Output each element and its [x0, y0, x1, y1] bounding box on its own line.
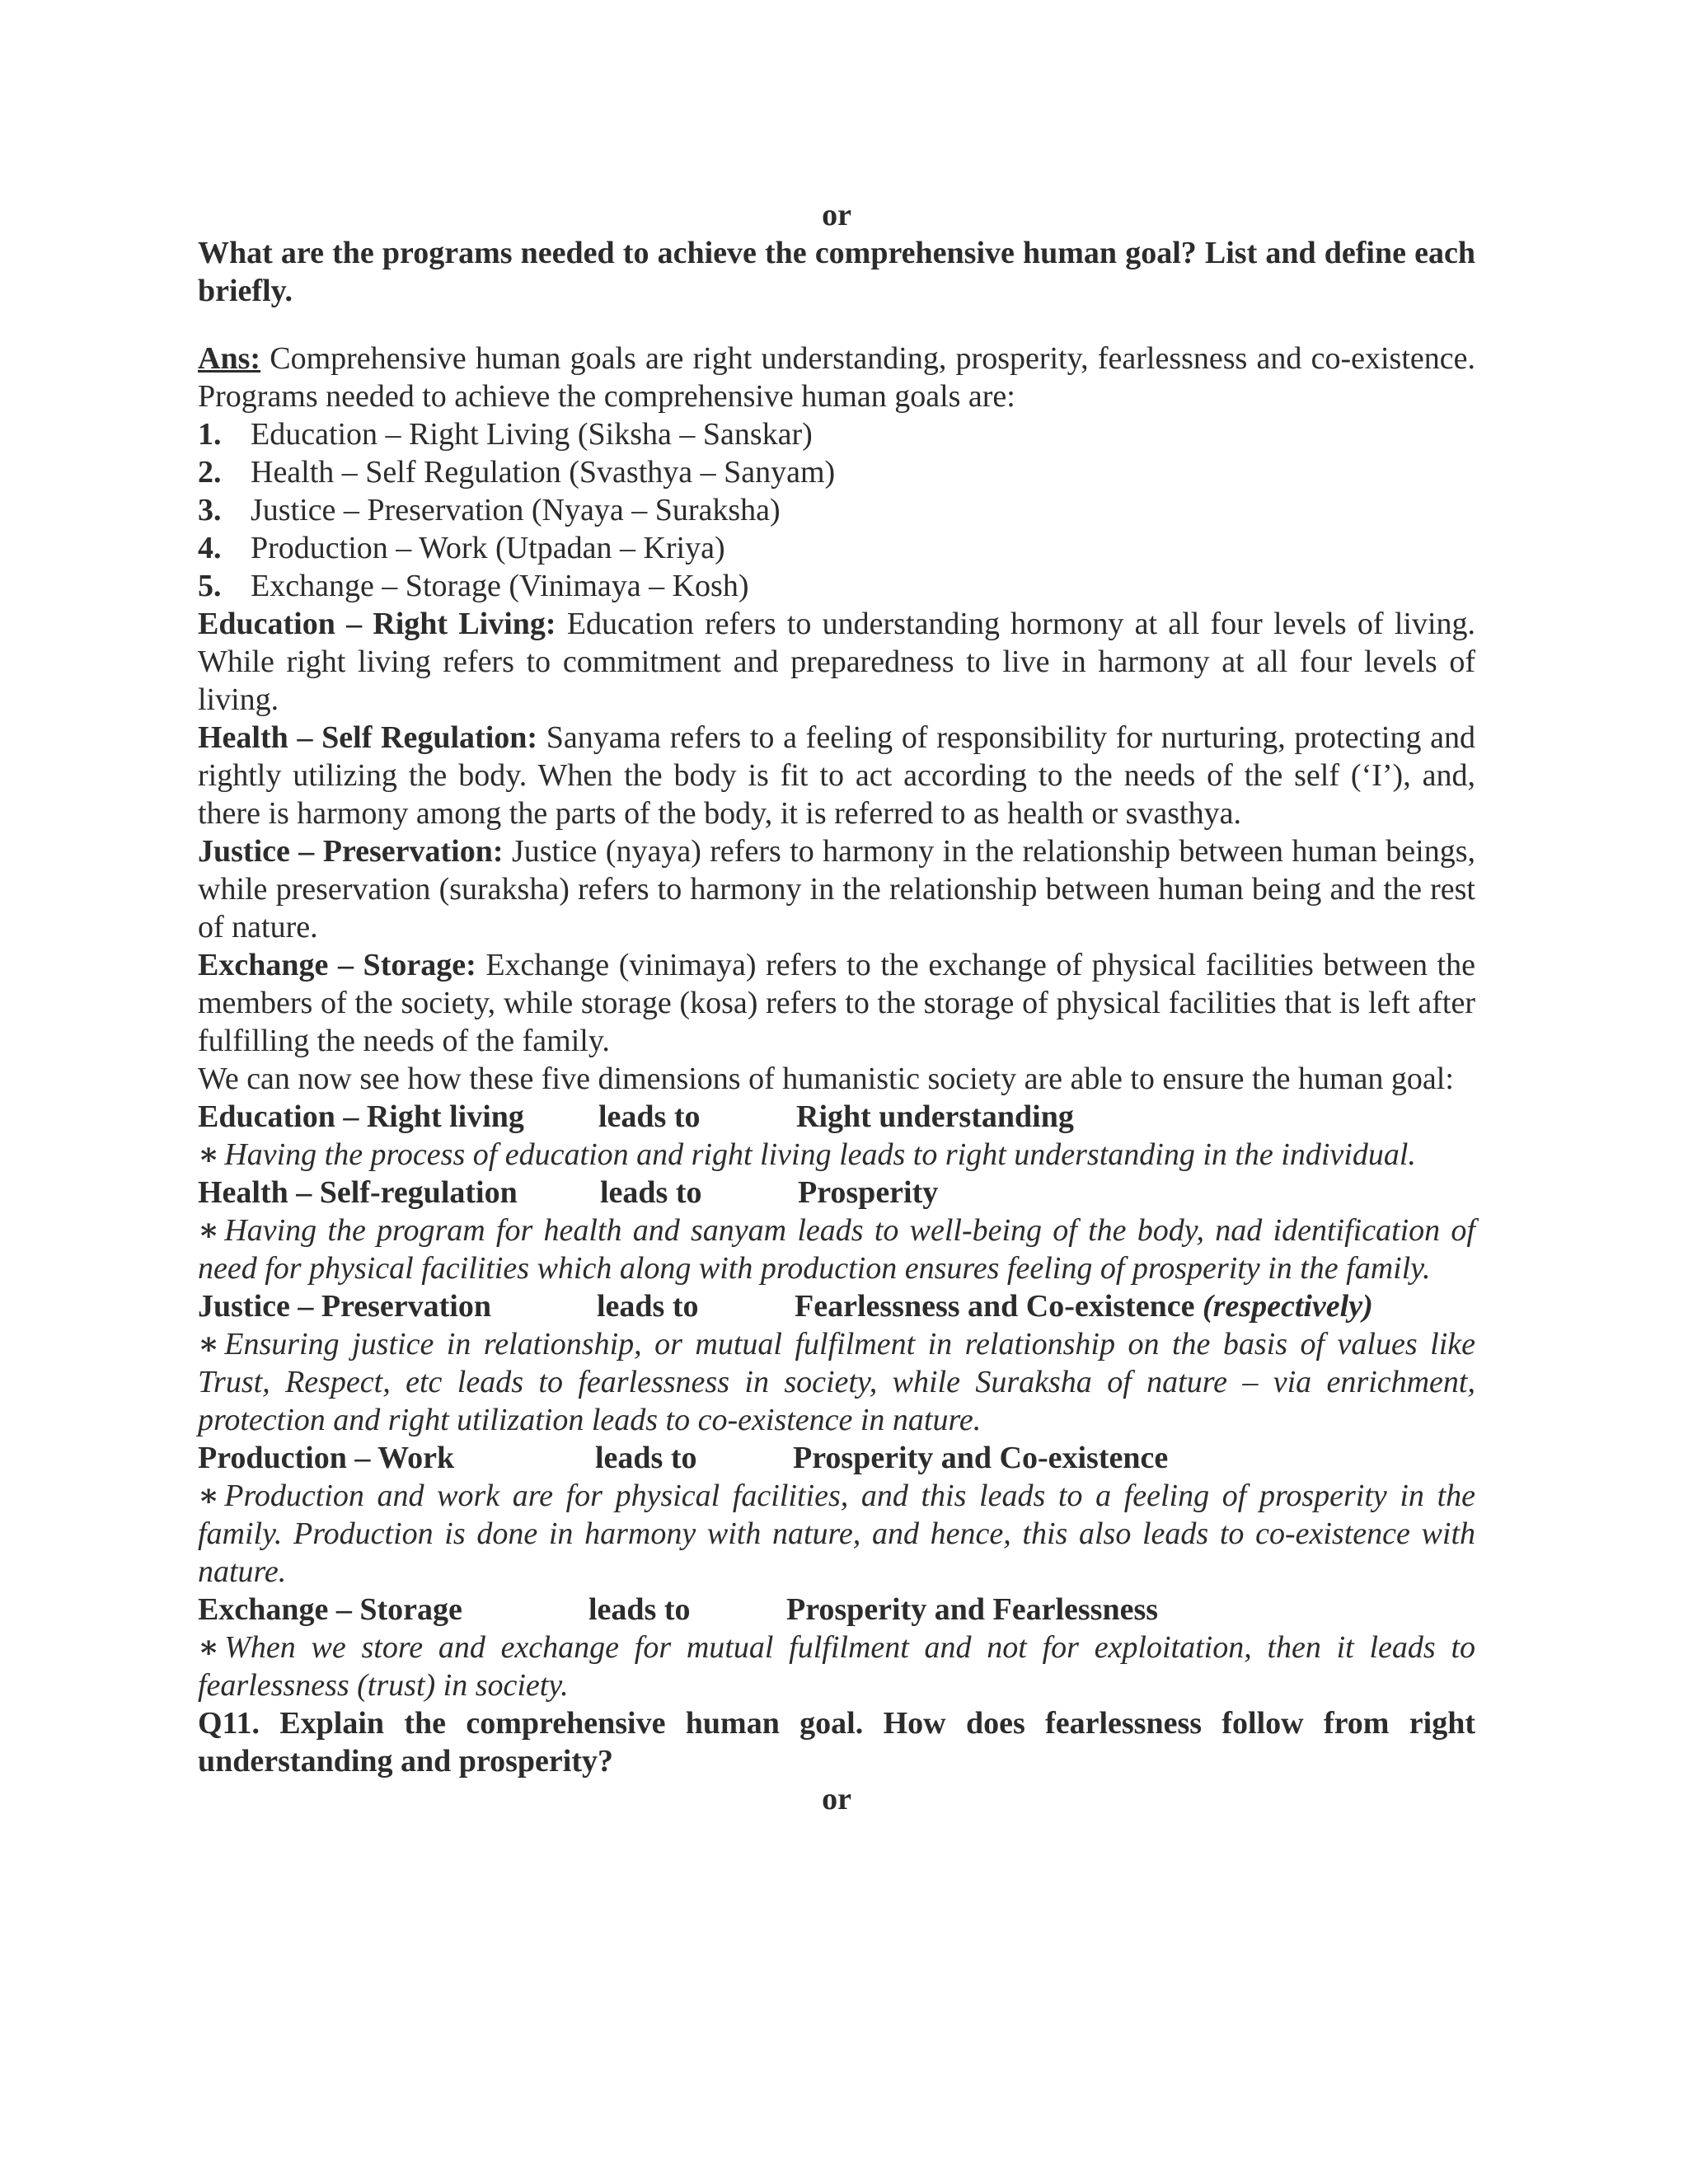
- question-heading: What are the programs needed to achieve the comprehensive human goal? List and define each briefly.: [198, 236, 1475, 308]
- lead-verb: leads to: [600, 1175, 702, 1210]
- list-item-number: 4.: [198, 531, 222, 565]
- definition-justice: [198, 832, 1475, 946]
- lead-row-education: [198, 1098, 1475, 1136]
- definition-term: Justice – Preservation:: [198, 834, 504, 869]
- list-item: [198, 453, 1475, 491]
- list-item-number: 3.: [198, 493, 222, 527]
- lead-note-text: Ensuring justice in relationship, or mutual fulfilment in relationship on the basis of values like Trust, Respect, etc leads to fearlessness in society, while Suraksha of nature – via enrichment, protection and right utilization leads to co-existence in nature.: [198, 1327, 1475, 1437]
- star-bullet-icon: ∗: [198, 1479, 220, 1513]
- lead-note: [198, 1629, 1475, 1704]
- summary-intro: We can now see how these five dimensions of humanistic society are able to ensure the human goal:: [198, 1062, 1454, 1096]
- list-item-text: Health – Self Regulation (Svasthya – Sanyam): [251, 455, 836, 490]
- lead-result: Prosperity and Co-existence: [793, 1441, 1169, 1475]
- star-bullet-icon: ∗: [198, 1213, 220, 1248]
- definition-term: Education – Right Living:: [198, 607, 556, 641]
- list-item: [198, 415, 1475, 453]
- list-item-number: 5.: [198, 569, 222, 603]
- lead-result-text: Fearlessness and Co-existence: [795, 1289, 1195, 1324]
- definition-text: Exchange (vinimaya) refers to the exchange of physical facilities between the members of the society, while storage (kosa) refers to the storage of physical facilities that is left after fulfilling the needs of the family.: [198, 948, 1475, 1058]
- lead-verb: leads to: [597, 1289, 699, 1324]
- lead-program: Justice – Preservation: [198, 1289, 491, 1324]
- definition-text: Justice (nyaya) refers to harmony in the relationship between human beings, while preservation (suraksha) refers to harmony in the relationship between human being and the rest of nature.: [198, 834, 1475, 944]
- list-item-text: Education – Right Living (Siksha – Sanskar): [251, 417, 813, 452]
- star-bullet-icon: ∗: [198, 1630, 220, 1665]
- document-page: [198, 196, 1475, 1818]
- definition-exchange: [198, 946, 1475, 1060]
- or-separator-bottom: or: [822, 1782, 851, 1816]
- list-item-number: 1.: [198, 417, 222, 452]
- lead-program: Production – Work: [198, 1441, 455, 1475]
- lead-result: Right understanding: [796, 1099, 1074, 1134]
- lead-note: [198, 1325, 1475, 1439]
- lead-result: [795, 1287, 1373, 1325]
- lead-program: Exchange – Storage: [198, 1592, 462, 1627]
- definition-education: [198, 605, 1475, 719]
- lead-verb: leads to: [588, 1592, 691, 1627]
- list-item: [198, 529, 1475, 567]
- lead-verb: leads to: [598, 1099, 701, 1134]
- lead-note-text: Having the process of education and right living leads to right understanding in the individual.: [224, 1137, 1416, 1172]
- definition-text: Sanyama refers to a feeling of responsibility for nurturing, protecting and rightly utilizing the body. When the body is fit to act according to the needs of the self (‘I’), and, there is harmony among the parts of the body, it is referred to as health or svasthya.: [198, 720, 1475, 831]
- lead-result: Prosperity and Fearlessness: [786, 1592, 1159, 1627]
- lead-qualifier: (respectively): [1194, 1289, 1373, 1324]
- list-item: [198, 567, 1475, 605]
- programs-list: [198, 415, 1475, 605]
- lead-note-text: Having the program for health and sanyam leads to well-being of the body, nad identification of need for physical facilities which along with production ensures feeling of prosperity in the family.: [198, 1213, 1475, 1286]
- lead-row-justice: [198, 1287, 1475, 1325]
- list-item: [198, 491, 1475, 529]
- spacer: [198, 310, 1475, 340]
- lead-row-exchange: [198, 1591, 1475, 1629]
- list-item-text: Exchange – Storage (Vinimaya – Kosh): [251, 569, 749, 603]
- definition-term: Exchange – Storage:: [198, 948, 476, 982]
- answer-intro-text: Comprehensive human goals are right understanding, prosperity, fearlessness and co-existence. Programs needed to achieve the comprehensive human goals are:: [198, 341, 1475, 414]
- lead-program: Education – Right living: [198, 1099, 524, 1134]
- or-separator-top: or: [822, 198, 851, 232]
- list-item-text: Production – Work (Utpadan – Kriya): [251, 531, 725, 565]
- answer-label: Ans:: [198, 341, 261, 376]
- lead-program: Health – Self-regulation: [198, 1175, 518, 1210]
- lead-note-text: When we store and exchange for mutual fulfilment and not for exploitation, then it leads to fearlessness (trust) in society.: [198, 1630, 1475, 1703]
- lead-result: Prosperity: [798, 1175, 939, 1210]
- lead-note-text: Production and work are for physical facilities, and this leads to a feeling of prosperity in the family. Production is done in harmony with nature, and hence, this also leads to co-existence with nature.: [198, 1479, 1475, 1589]
- lead-note: [198, 1212, 1475, 1287]
- next-question-heading: Q11. Explain the comprehensive human goal. How does fearlessness follow from right understanding and prosperity?: [198, 1706, 1475, 1779]
- definition-text: Education refers to understanding hormony at all four levels of living. While right living refers to commitment and preparedness to live in harmony at all four levels of living.: [198, 607, 1476, 717]
- lead-row-health: [198, 1174, 1475, 1212]
- lead-note: [198, 1136, 1475, 1174]
- lead-note: [198, 1477, 1475, 1591]
- star-bullet-icon: ∗: [198, 1137, 220, 1172]
- definition-health: [198, 719, 1475, 832]
- lead-verb: leads to: [595, 1441, 697, 1475]
- list-item-text: Justice – Preservation (Nyaya – Suraksha): [251, 493, 781, 527]
- lead-row-production: [198, 1439, 1475, 1477]
- answer-intro: [198, 340, 1475, 415]
- star-bullet-icon: ∗: [198, 1327, 220, 1361]
- list-item-number: 2.: [198, 455, 222, 490]
- definition-term: Health – Self Regulation:: [198, 720, 538, 755]
